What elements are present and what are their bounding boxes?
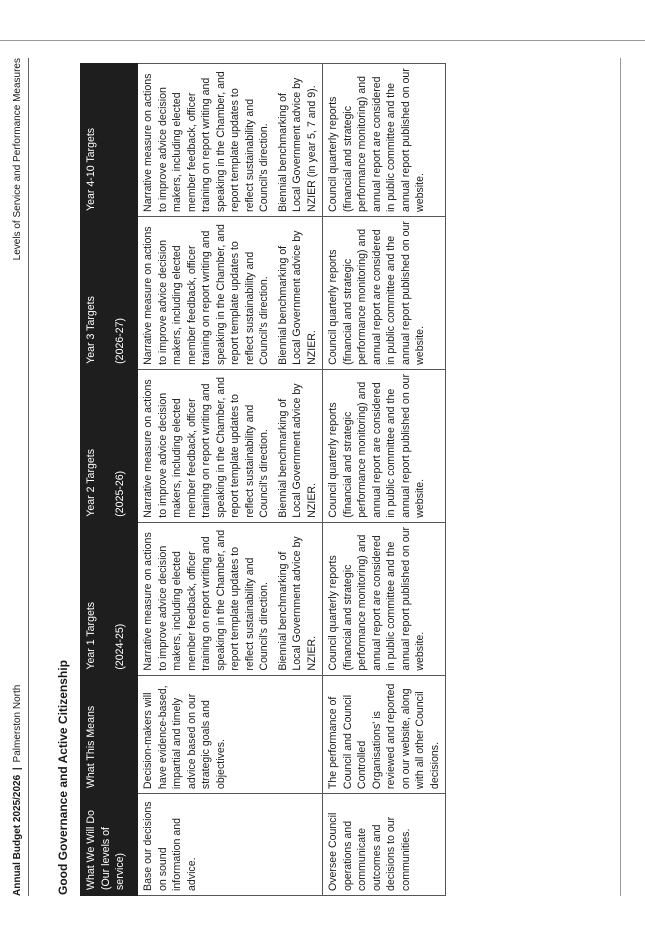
table-cell: Narrative measure on actions to improve advice decision makers, including elected member feedback, officer training on report writing and speaking in the Chamber, and report template updates to reflect sustainability and Council's direction. Biennial benchmarking of Local Government advice by NZIER. [138, 522, 323, 675]
column-header: Year 2 Targets (2025-26) [81, 369, 138, 522]
table-cell: Narrative measure on actions to improve advice decision makers, including elected member feedback, officer training on report writing and speaking in the Chamber, and report template updates to reflect sustainability and Council's direction. Biennial benchmarking of Local Government advice by NZIER (in year 5, 7 and 9). [138, 64, 323, 217]
column-header: Year 4-10 Targets [81, 64, 138, 217]
table-cell: Narrative measure on actions to improve advice decision makers, including elected member feedback, officer training on report writing and speaking in the Chamber, and report template updates to reflect sustainability and Council's direction. Biennial benchmarking of Local Government advice by NZIER. [138, 216, 323, 369]
running-header-right: Levels of Service and Performance Measures [12, 58, 23, 261]
table-header-row [81, 64, 138, 896]
header-place: Palmerston North [12, 684, 23, 763]
table-cell: Base our decisions on sound information and advice. [138, 794, 323, 896]
table-cell: Council quarterly reports (financial and strategic performance monitoring) and annual report are considered in public committee and the annual report published on our website. [323, 216, 446, 369]
running-header-left [12, 685, 23, 896]
header-separator: | [12, 767, 23, 771]
column-header: Year 1 Targets (2024-25) [81, 522, 138, 675]
table-row [323, 64, 446, 896]
column-header: What This Means [81, 675, 138, 793]
levels-of-service-table [80, 63, 446, 896]
table-cell: Decision-makers will have evidence-based, impartial and timely advice based on our strategic goals and objectives. [138, 675, 323, 793]
header-rule [28, 58, 29, 896]
table-cell: The performance of Council and Council Controlled Organisations' is reviewed and reported on our website, along with all other Council decisions. [323, 675, 446, 793]
footer-rule [620, 58, 621, 896]
table-cell: Narrative measure on actions to improve advice decision makers, including elected member feedback, officer training on report writing and speaking in the Chamber, and report template updates to reflect sustainability and Council's direction. Biennial benchmarking of Local Government advice by NZIER. [138, 369, 323, 522]
table-row [138, 64, 323, 896]
section-title: Good Governance and Active Citizenship [56, 660, 70, 895]
document-title: Annual Budget 2025/2026 [12, 774, 23, 896]
column-header: What We Will Do (Our levels of service) [81, 794, 138, 896]
table-cell: Council quarterly reports (financial and strategic performance monitoring) and annual report are considered in public committee and the annual report published on our website. [323, 64, 446, 217]
table-cell: Council quarterly reports (financial and strategic performance monitoring) and annual report are considered in public committee and the annual report published on our website. [323, 369, 446, 522]
table-cell: Oversee Council operations and communicate outcomes and decisions to our communities. [323, 794, 446, 896]
column-header: Year 3 Targets (2026-27) [81, 216, 138, 369]
table-cell: Council quarterly reports (financial and strategic performance monitoring) and annual report are considered in public committee and the annual report published on our website. [323, 522, 446, 675]
page-frame-line [0, 40, 645, 41]
